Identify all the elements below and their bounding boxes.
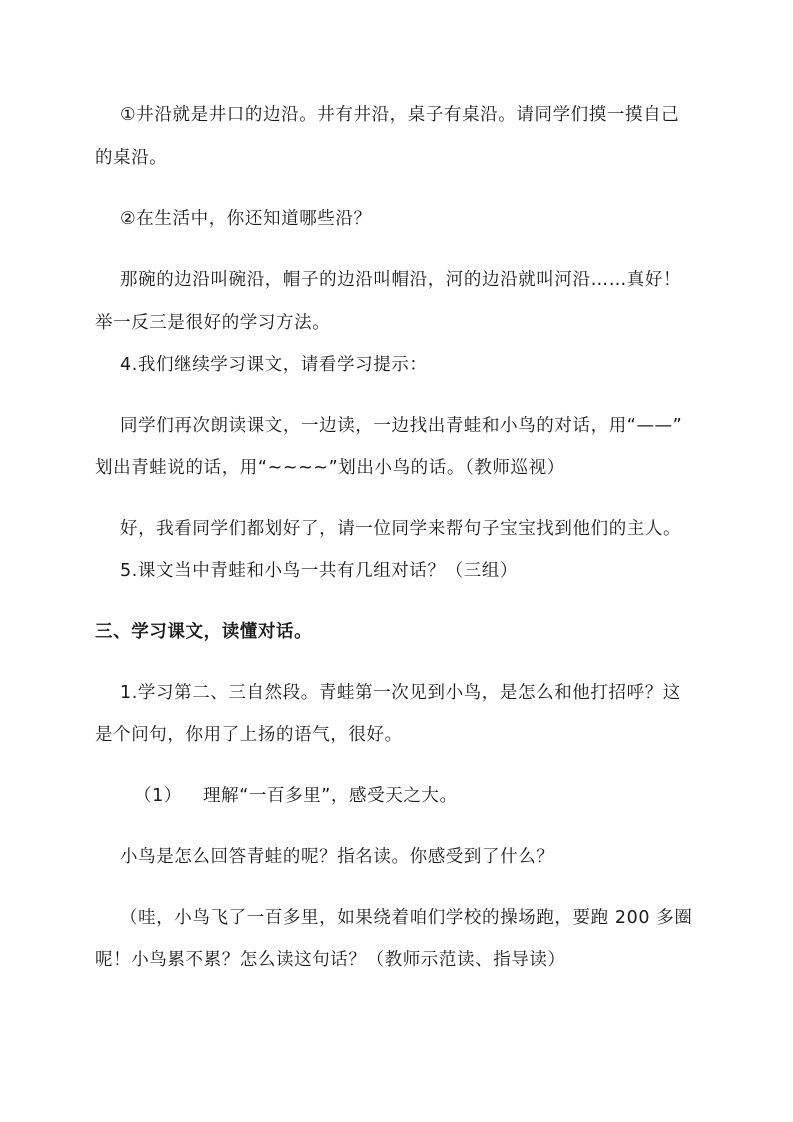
paragraph-line: 小鸟是怎么回答青蛙的呢？指名读。你感受到了什么？ xyxy=(120,847,555,867)
paragraph-line: 好，我看同学们都划好了，请一位同学来帮句子宝宝找到他们的主人。 xyxy=(120,519,682,539)
paragraph-line: 5.课文当中青蛙和小鸟一共有几组对话？（三组） xyxy=(120,561,518,581)
paragraph-line: 划出青蛙说的话，用“~~~~”划出小鸟的话。（教师巡视） xyxy=(95,458,565,478)
paragraph-line: 是个问句，你用了上扬的语气，很好。 xyxy=(95,725,403,745)
paragraph-line: 同学们再次朗读课文，一边读，一边找出青蛙和小鸟的对话，用“——” xyxy=(120,416,683,436)
list-item-number: （1） xyxy=(134,786,182,806)
paragraph-line: 4.我们继续学习课文，请看学习提示： xyxy=(120,355,428,375)
paragraph-line: 那碗的边沿叫碗沿，帽子的边沿叫帽沿，河的边沿就叫河沿……真好！ xyxy=(120,270,682,290)
paragraph-line: 1.学习第二、三自然段。青蛙第一次见到小鸟，是怎么和他打招呼？这 xyxy=(120,683,681,703)
paragraph-line: ②在生活中，你还知道哪些沿？ xyxy=(120,209,372,229)
paragraph-line: 的桌沿。 xyxy=(95,148,168,168)
paragraph-line: 理解“一百多里”，感受天之大。 xyxy=(203,786,458,806)
section-heading: 三、学习课文，读懂对话。 xyxy=(95,622,313,642)
paragraph-line: 举一反三是很好的学习方法。 xyxy=(95,313,331,333)
paragraph-line: （哇，小鸟飞了一百多里，如果绕着咱们学校的操场跑，要跑 200 多圈 xyxy=(120,908,693,928)
paragraph-line: 呢！小鸟累不累？怎么读这句话？（教师示范读、指导读） xyxy=(95,950,566,970)
paragraph-line: ①井沿就是井口的边沿。井有井沿，桌子有桌沿。请同学们摸一摸自己 xyxy=(120,105,680,125)
